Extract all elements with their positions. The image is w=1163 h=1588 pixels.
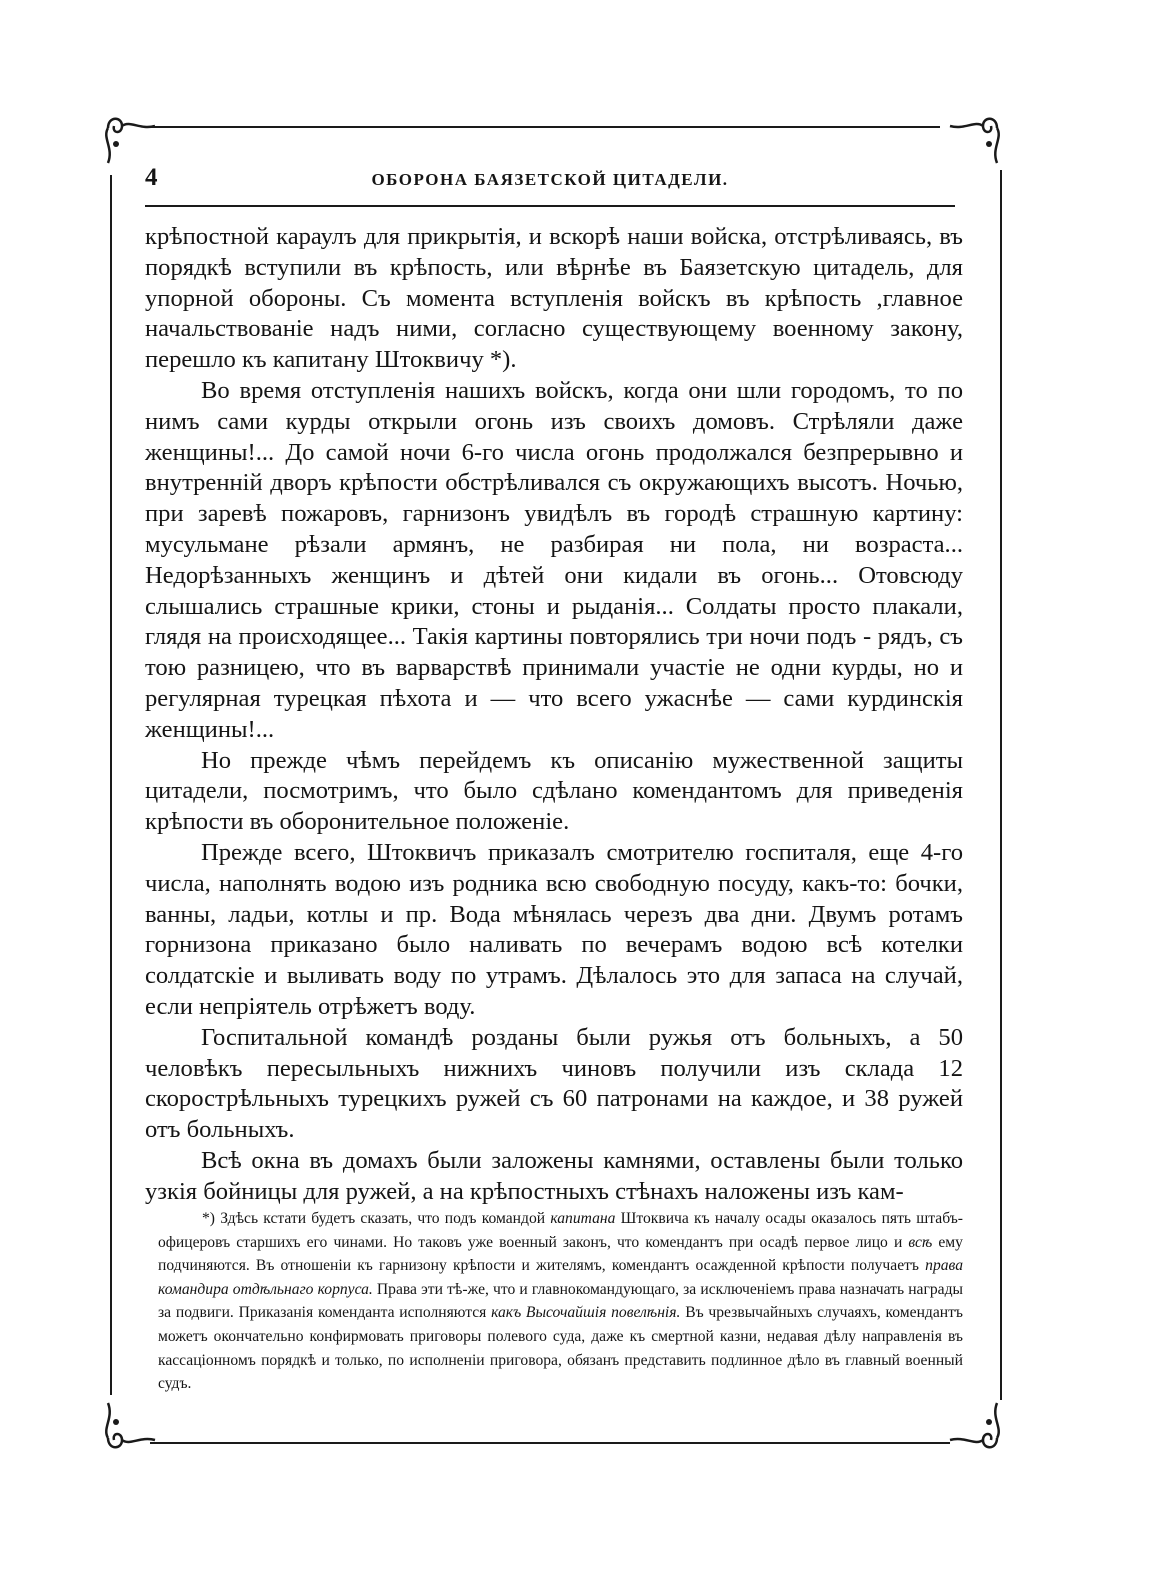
frame-top-rule xyxy=(150,126,940,128)
scroll-flourish-icon xyxy=(100,1398,160,1458)
scroll-flourish-icon xyxy=(100,108,160,168)
footnote-segment: Въ чрезвычайныхъ случаяхъ, комендантъ можетъ окончательно конфирмовать приговоры полевого суда, даже къ смертной казни, недавая дѣлу направленія въ кассаціонномъ порядкѣ и только, по исполненіи приговора, обязанъ представить подлинное дѣло въ главный военный судъ. xyxy=(158,1304,963,1393)
paragraph: Всѣ окна въ домахъ были заложены камнями, оставлены были только узкія бойницы для ружей, а на крѣпостныхъ стѣнахъ наложены изъ кам- xyxy=(145,1146,963,1205)
body-text xyxy=(145,222,963,1208)
footnote-segment: Штоквича къ началу осады оказалось пять штабъ-офицеровъ старшихъ его чинами. Но таковъ уже военный законъ, что комендантъ при осадѣ первое лицо и xyxy=(158,1210,963,1251)
page-header xyxy=(145,164,955,198)
header-rule xyxy=(145,205,955,207)
footnote-emphasis: права командира отдѣльнаго корпуса. xyxy=(158,1257,963,1298)
footnote-segment: Права эти тѣ-же, что и главнокомандующаго, за исключеніемъ права назначать награды за подвиги. Приказанія коменданта исполняются xyxy=(158,1280,963,1322)
paragraph: Но прежде чѣмъ перейдемъ къ описанію мужественной защиты цитадели, посмотримъ, что было сдѣлано комендантомъ для приведенія крѣпости въ оборонительное положеніе. xyxy=(145,746,963,836)
footnote-text xyxy=(158,1207,963,1396)
frame-bottom-rule xyxy=(150,1442,950,1444)
footnote-segment: *) Здѣсь кстати будетъ сказать, что подъ командой xyxy=(202,1210,551,1227)
footnote-emphasis: капитана xyxy=(550,1210,616,1227)
running-title: ОБОРОНА БАЯЗЕТСКОЙ ЦИТАДЕЛИ. xyxy=(371,170,729,189)
paragraph: Во время отступленія нашихъ войскъ, когда они шли городомъ, то по нимъ сами курды открыли огонь изъ своихъ домовъ. Стрѣляли даже женщины!... До самой ночи 6-го числа огонь продолжался безпрерывно и внутренній дворъ крѣпости обстрѣливался съ окружающихъ высотъ. Ночью, при заревѣ пожаровъ, гарнизонъ увидѣлъ въ городѣ страшную картину: мусульмане рѣзали армянъ, не разбирая ни пола, ни возраста... Недорѣзанныхъ женщинъ и дѣтей они кидали въ огонь... Отовсюду слышались страшные крики, стоны и рыданія... Солдаты просто плакали, глядя на происходящее... Такія картины повторялись три ночи подъ - рядъ, съ тою разницею, что въ варварствѣ принимали участіе не одни курды, но и регулярная турецкая пѣхота и — что всего ужаснѣе — сами курдинскія женщины!... xyxy=(145,376,963,743)
page-number: 4 xyxy=(145,164,158,191)
paragraph: крѣпостной караулъ для прикрытія, и вскорѣ наши войска, отстрѣливаясь, въ порядкѣ вступили въ крѣпость, или вѣрнѣе въ Баязетскую цитадель, для упорной обороны. Съ момента вступленія войскъ въ крѣпость ,главное начальствованіе надъ ними, согласно существующему военному закону, перешло къ капитану Штоквичу *). xyxy=(145,223,963,374)
footnote-emphasis: какъ Высочайшія повелѣнія. xyxy=(491,1304,681,1322)
paragraph: Госпитальной командѣ розданы были ружья отъ больныхъ, а 50 человѣкъ пересыльныхъ нижнихъ чиновъ получили изъ склада 12 скорострѣльныхъ турецкихъ ружей съ 60 патронами на каждое, и 38 ружей отъ больныхъ. xyxy=(145,1023,963,1144)
scroll-flourish-icon xyxy=(945,108,1005,168)
scroll-flourish-icon xyxy=(945,1398,1005,1458)
frame-left-rule xyxy=(110,175,112,1395)
footnote xyxy=(158,1207,963,1396)
footnote-emphasis: всѣ xyxy=(908,1233,933,1251)
frame-right-rule xyxy=(1000,170,1002,1400)
paragraph: Прежде всего, Штоквичъ приказалъ смотрителю госпиталя, еще 4-го числа, наполнять водою изъ родника всю свободную посуду, какъ-то: бочки, ванны, ладьи, котлы и пр. Вода мѣнялась черезъ два дни. Двумъ ротамъ горнизона приказано было наливать по вечерамъ водою всѣ котелки солдатскіе и выливать воду по утрамъ. Дѣлалось это для запаса на случай, если непріятель отрѣжетъ воду. xyxy=(145,838,963,1020)
footnote-segment: ему подчиняются. Въ отношеніи къ гарнизону крѣпости и жителямъ, комендантъ осажденной крѣпости получаетъ xyxy=(158,1233,963,1275)
